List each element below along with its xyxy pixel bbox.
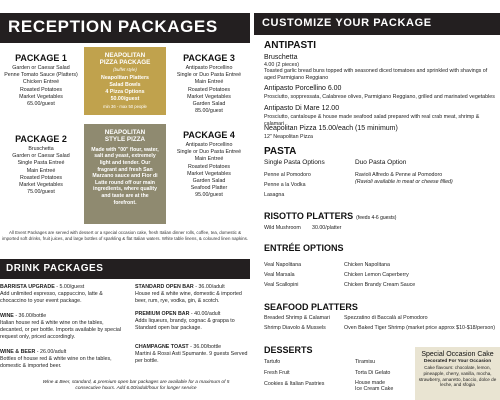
antipasti-item-name: Antipasto Di Mare 12.00 xyxy=(264,105,340,112)
package-4-price: 95.00/guest xyxy=(195,192,223,199)
drink-description: Bottles of house red & white wine on the tables, domestic & imported beer. xyxy=(0,356,112,369)
pasta-option: Penne al Pomodoro xyxy=(264,172,311,178)
seafood-heading: SEAFOOD PLATTERS xyxy=(264,302,358,312)
pizza-package-title-line1: NEAPOLITAN xyxy=(104,52,146,59)
pizza-package-subtitle: (buffet style) xyxy=(113,66,137,72)
pizza-package-item: Neapolitan Platters xyxy=(101,74,149,81)
drink-price: - 40.00/adult xyxy=(189,311,221,317)
package-4-item: Main Entreé xyxy=(194,156,224,163)
seafood-option: Shrimp Diavolo & Mussels xyxy=(264,325,326,331)
seafood-option: Oven Baked Tiger Shrimp (market price approx $10-$18/person) xyxy=(344,325,496,331)
package-1-item: Market Vegetables xyxy=(19,93,63,100)
dessert-option: Tartufo xyxy=(264,359,281,365)
package-3-item: Single or Duo Pasta Entreé xyxy=(176,72,242,79)
package-3-item: Antipasto Porcellino xyxy=(185,65,233,71)
risotto-price: 30.00/platter xyxy=(312,225,342,231)
pasta-option: Lasagna xyxy=(264,192,285,198)
antipasti-item-name: Bruschetta xyxy=(264,54,298,61)
special-cake-title: Special Occasion Cake xyxy=(421,351,494,358)
package-1-item: Penne Tomato Sauce (Platters) xyxy=(4,72,78,79)
package-4-item: Roasted Potatoes xyxy=(187,163,231,170)
antipasti-item-description: Prosciutto, cantaloupe & house made seafood salad prepared with real crab meat, shrimp & calamari xyxy=(264,114,480,127)
duo-pasta-title: Duo Pasta Option xyxy=(355,159,407,166)
pasta-heading: PASTA xyxy=(264,146,297,157)
entree-option: Chicken Napolitana xyxy=(344,262,390,268)
customize-title: CUSTOMIZE YOUR PACKAGE xyxy=(262,17,432,29)
package-2-item: Single Pasta Entreé xyxy=(17,160,65,167)
special-cake-flavours: Cake flavours: chocolate, lemon, pineapple, cherry, vanilla, mocha, strawberry, amaretto, baccio, dolce de leche, and sfogia xyxy=(418,365,497,388)
pizza-style-description: Made with "00" flour, water, salt and yeast, extremely light and tender. Our fragrant and fresh San Marzano sauce and Fior di Latte round off our main ingredients, where quality and taste are at the forefront. xyxy=(91,146,159,206)
dessert-option: Fresh Fruit xyxy=(264,370,290,376)
dessert-option: Ice Cream Cake xyxy=(355,386,394,392)
drink-description: House red & white wine, domestic & imported beer, rum, rye, vodka, gin, & scotch. xyxy=(135,291,242,304)
pizza-style-card xyxy=(84,124,166,224)
package-1-item: Garden or Caesar Salad xyxy=(12,65,70,71)
package-4-title: PACKAGE 4 xyxy=(183,130,235,140)
risotto-heading xyxy=(264,211,396,221)
drink-name: PREMIUM OPEN BAR xyxy=(135,311,190,317)
pasta-option: Penne a la Vodka xyxy=(264,182,306,188)
package-3-title: PACKAGE 3 xyxy=(183,53,235,63)
package-2 xyxy=(0,134,82,196)
drink-wine-beer xyxy=(0,349,128,370)
drink-price: - 26.00/adult xyxy=(35,349,67,355)
drink-barrista-upgrade xyxy=(0,284,128,305)
pizza-style-title-line1: NEAPOLITAN xyxy=(104,129,146,136)
drink-description: Add unlimited espresso, cappuccino, latte & chocaccino to your event package. xyxy=(0,291,103,304)
dessert-option: Torta Di Gelato xyxy=(355,370,391,376)
antipasti-item-description: Prosciutto, soppressata, Calabrese olives, Parmigiano Reggiano, grilled and marinated vegetables xyxy=(264,94,495,100)
drink-name: WINE xyxy=(0,313,14,319)
single-pasta-title: Single Pasta Options xyxy=(264,159,325,166)
package-4-item: Seafood Platter xyxy=(190,185,228,192)
duo-pasta-option: Ravioli Alfredo & Penne al Pomodoro xyxy=(355,172,443,178)
drink-champagne-toast xyxy=(135,344,253,365)
pizza-package-items xyxy=(84,75,166,103)
package-4-item: Garden Salad xyxy=(192,178,226,185)
entree-heading: ENTRÉE OPTIONS xyxy=(264,243,344,253)
drink-price: - 36.00/bottle xyxy=(13,313,47,319)
risotto-note: (feeds 4-6 guests) xyxy=(356,215,397,221)
reception-packages-title: RECEPTION PACKAGES xyxy=(8,17,218,36)
package-3-item: Roasted Potatoes xyxy=(187,86,231,93)
package-3-item: Main Entreé xyxy=(194,79,224,86)
entree-option: Veal Scallopini xyxy=(264,282,299,288)
package-2-item: Garden or Caesar Salad xyxy=(12,153,70,160)
pizza-package-card xyxy=(84,47,166,115)
pizza-package-note: min 36 - max 50 people xyxy=(103,103,147,109)
entree-option: Chicken Lemon Caperberry xyxy=(344,272,409,278)
desserts-heading: DESSERTS xyxy=(264,345,313,355)
risotto-item: Wild Mushroom xyxy=(264,225,301,231)
pizza-package-item: 4 Pizza Options xyxy=(105,88,145,95)
risotto-title: RISOTTO PLATTERS xyxy=(264,211,354,221)
drink-description: Adds liqueurs, brandy, cognac & grappa to Standard open bar package. xyxy=(135,318,235,331)
drink-description: Italian house red & white wine on the tables, decanted, or per bottle. Imports available by special request only, priced accordingly. xyxy=(0,320,122,340)
package-1-title: PACKAGE 1 xyxy=(15,53,67,63)
package-2-title: PACKAGE 2 xyxy=(15,134,67,144)
drink-packages-header xyxy=(0,259,250,279)
drink-price: - 36.00/bottle xyxy=(188,344,222,350)
special-occasion-cake-box xyxy=(415,347,500,400)
drink-name: BARRISTA UPGRADE xyxy=(0,284,55,290)
seafood-option: Breaded Shrimp & Calamari xyxy=(264,315,330,321)
package-3-item: Market Vegetables xyxy=(187,93,231,100)
package-1-item: Roasted Potatoes xyxy=(19,86,63,93)
package-1-item: Chicken Entreé xyxy=(22,79,60,86)
drink-wine xyxy=(0,313,128,341)
dessert-option: House made xyxy=(355,380,386,386)
drink-name: WINE & BEER xyxy=(0,349,36,355)
seafood-option: Spezzatino di Baccalà al Pomodoro xyxy=(344,315,428,321)
package-2-price: 75.00/guest xyxy=(27,189,55,196)
drink-price: - 5.00/guest xyxy=(54,284,85,290)
pizza-package-title-line2: PIZZA PACKAGE xyxy=(99,59,151,67)
drink-price: - 36.00/adult xyxy=(193,284,225,290)
entree-option: Veal Napolitana xyxy=(264,262,302,268)
pizza-package-item: Salad Bowls xyxy=(109,81,141,88)
duo-pasta-note: (Ravioli available in meat or cheese filled) xyxy=(355,179,453,185)
package-4-item: Antipasto Porcellino xyxy=(185,142,233,148)
antipasti-item-price: 4.00 (2 pieces) xyxy=(264,62,300,68)
package-4-item: Market Vegetables xyxy=(187,170,231,177)
customize-header xyxy=(254,13,500,35)
drink-name: CHAMPAGNE TOAST xyxy=(135,344,189,350)
antipasti-item-description: 12" Neapolitan Pizza xyxy=(264,134,313,140)
package-2-item: Roasted Potatoes xyxy=(19,174,63,181)
dessert-option: Cookies & Italian Pastries xyxy=(264,381,325,387)
reception-packages-header xyxy=(0,13,250,43)
antipasti-heading: ANTIPASTI xyxy=(264,40,317,51)
package-2-item: Market Vegetables xyxy=(19,182,63,189)
drink-name: STANDARD OPEN BAR xyxy=(135,284,194,290)
drink-premium-open-bar xyxy=(135,311,253,332)
entree-option: Veal Marsala xyxy=(264,272,295,278)
package-2-item: Main Entreé xyxy=(26,167,56,174)
drink-packages-title: DRINK PACKAGES xyxy=(6,263,104,274)
package-notes: All Event Packages are served with dessert or a special occasion cake, fresh Italian dinner rolls, coffee, tea, domestic & imported soft drinks, fruit juices, and large bottles of sparkling & flat Italian waters. White table linens, & coloured linen napkins. xyxy=(1,230,248,241)
antipasti-item-description: Toasted garlic bread buns topped with seasoned diced tomatoes and sprinkled with shavings of aged Parmigiano Reggiano xyxy=(264,68,488,81)
drink-description: Martini & Rossi Asti Spumante. 9 guests Served per bottle. xyxy=(135,351,248,364)
package-3-item: Garden Salad xyxy=(192,101,226,108)
package-3 xyxy=(168,53,250,115)
antipasti-item-name: Antipasto Porcellino 6.00 xyxy=(264,85,342,92)
package-2-item: Bruschetta xyxy=(28,146,54,152)
entree-option: Chicken Brandy Cream Sauce xyxy=(344,282,416,288)
package-3-price: 85.00/guest xyxy=(195,108,223,115)
special-cake-subtitle: Decorated For Your Occasion xyxy=(423,359,492,364)
pizza-package-price: 50.00/guest xyxy=(110,95,140,102)
package-4 xyxy=(168,130,250,200)
drink-footer-note: Wine & Beer, standard, & premium open bar packages are available for a maximum of 5 consecutive hours. Add 6.00/adult/hour for longer service xyxy=(42,380,230,392)
package-1-price: 65.00/guest xyxy=(27,101,55,108)
package-1 xyxy=(0,53,82,108)
package-4-item: Single or Duo Pasta Entreé xyxy=(176,149,242,156)
pizza-style-title-line2: STYLE PIZZA xyxy=(104,136,146,144)
drink-standard-open-bar xyxy=(135,284,253,305)
antipasti-item-name: Neapolitan Pizza 15.00/each (15 minimum) xyxy=(264,125,398,132)
dessert-option: Tiramisu xyxy=(355,359,376,365)
